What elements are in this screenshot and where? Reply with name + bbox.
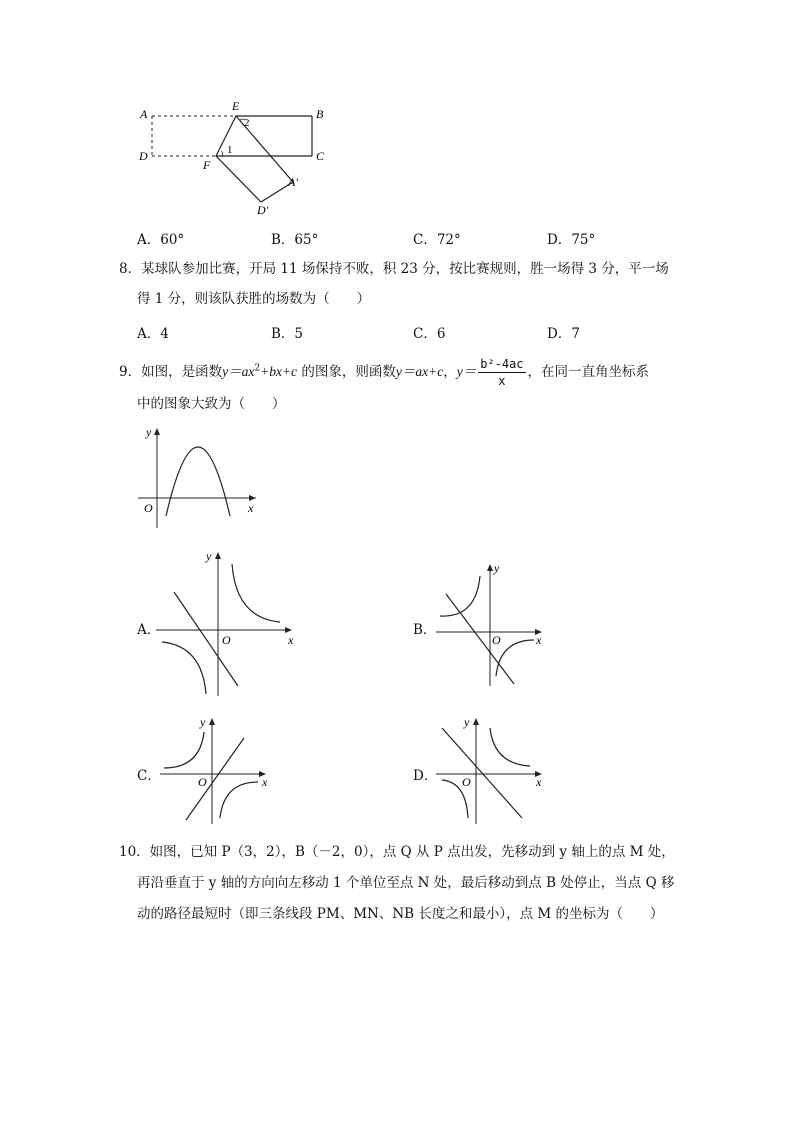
option-c-graph[interactable] — [160, 714, 272, 826]
label-C: C — [316, 149, 325, 163]
label-D: D — [139, 149, 148, 163]
q9-question-line1 — [119, 356, 649, 389]
angle-label-2: 2 — [244, 117, 250, 129]
angle-arc-2 — [240, 119, 245, 120]
y-axis-arrow-icon — [215, 552, 221, 559]
hyperbola-branch-upper — [164, 732, 204, 768]
label-x: x — [248, 501, 254, 515]
q8-option-a[interactable]: A．4 — [137, 326, 169, 342]
label-A-prime: A′ — [288, 175, 298, 189]
q10-question-line3: 动的路径最短时（即三条线段 PM、MN、NB 长度之和最小），点 M 的坐标为（ ） — [137, 906, 664, 922]
q9-suffix: ，在同一直角坐标系 — [527, 364, 650, 380]
q9-option-c[interactable]: C． — [137, 768, 161, 784]
q9-f1-sup: 2 — [254, 363, 261, 374]
q8-option-b[interactable]: B．5 — [271, 326, 304, 342]
label-E: E — [232, 99, 240, 113]
hyperbola-branch-upper — [232, 564, 280, 622]
label-origin: O — [144, 501, 153, 515]
q9-f1-rest: +bx+c — [260, 364, 298, 379]
y-axis-arrow-icon — [209, 718, 215, 725]
q8-option-d[interactable]: D．7 — [547, 326, 580, 342]
label-D-prime: D′ — [257, 203, 269, 217]
q9-frac-numerator: b²-4ac — [480, 357, 524, 371]
q8-question-line2: 得 1 分，则该队获胜的场数为（ ） — [137, 291, 371, 307]
q7-option-d[interactable]: D．75° — [547, 232, 596, 248]
option-a-graph[interactable] — [156, 548, 298, 698]
y-axis-arrow-icon — [487, 564, 493, 571]
label-origin: O — [222, 633, 231, 647]
q9-f3-y: y — [456, 364, 463, 379]
q9-prefix: 9．如图，是函数 — [119, 364, 223, 380]
folded-rectangle-figure — [130, 96, 340, 220]
hyperbola-branch-upper — [440, 576, 480, 616]
q9-f1-eq: ＝ax — [228, 364, 255, 379]
option-d-graph[interactable] — [436, 714, 548, 826]
q10-question-line1: 10．如图，已知 P（3，2），B（－2，0），点 Q 从 P 点出发，先移动到 y 轴上的点 M 处， — [119, 844, 675, 860]
label-y: y — [146, 425, 152, 439]
q10-question-line2: 再沿垂直于 y 轴的方向向左移动 1 个单位至点 N 处，最后移动到点 B 处停止，当点 Q 移 — [137, 875, 675, 891]
label-y: y — [200, 715, 206, 729]
q9-f2-eq: ＝ax+c — [401, 364, 444, 379]
option-b-graph[interactable] — [436, 560, 548, 688]
q7-option-c[interactable]: C．72° — [413, 232, 461, 248]
linear-line — [442, 728, 522, 818]
label-y: y — [494, 561, 500, 575]
label-x: x — [288, 633, 294, 647]
label-A: A — [140, 107, 148, 121]
q9-f3-eq: ＝ — [462, 364, 477, 379]
folded-flap — [216, 116, 293, 202]
q9-fraction — [478, 356, 525, 389]
q9-f1-y: y — [222, 364, 229, 379]
q7-option-a[interactable]: A．60° — [137, 232, 185, 248]
label-y: y — [464, 715, 470, 729]
hyperbola-branch-upper — [490, 728, 530, 766]
label-F: F — [203, 158, 211, 172]
q9-mid: 的图象，则函数 — [297, 364, 396, 380]
q9-option-d[interactable]: D． — [413, 768, 438, 784]
linear-line — [186, 738, 244, 820]
q9-question-line2: 中的图象大致为（ ） — [137, 396, 286, 412]
label-B: B — [316, 107, 324, 121]
q9-sep: ， — [443, 364, 457, 380]
y-axis-arrow-icon — [473, 718, 479, 725]
q9-parabola-graph — [138, 424, 262, 530]
hyperbola-branch-lower — [496, 640, 534, 676]
label-x: x — [536, 633, 542, 647]
hyperbola-branch-lower — [220, 782, 258, 818]
q7-option-b[interactable]: B．65° — [271, 232, 319, 248]
q9-frac-denominator: x — [498, 374, 506, 388]
q9-option-a[interactable]: A． — [137, 622, 161, 638]
label-x: x — [536, 775, 542, 789]
label-origin: O — [198, 775, 207, 789]
label-x: x — [262, 775, 268, 789]
y-axis-arrow-icon — [154, 428, 160, 435]
label-origin: O — [492, 633, 501, 647]
q8-question-line1: 8．某球队参加比赛，开局 11 场保持不败，积 23 分，按比赛规则，胜一场得 3 分，平一场 — [119, 261, 669, 277]
label-y: y — [206, 549, 212, 563]
label-origin: O — [462, 775, 471, 789]
angle-label-1: 1 — [227, 144, 233, 156]
linear-line — [446, 594, 514, 684]
q9-f2-y: y — [395, 364, 402, 379]
q8-option-c[interactable]: C．6 — [413, 326, 446, 342]
parabola-curve — [166, 447, 230, 516]
hyperbola-branch-lower — [162, 642, 206, 694]
q9-option-b[interactable]: B． — [413, 622, 437, 638]
